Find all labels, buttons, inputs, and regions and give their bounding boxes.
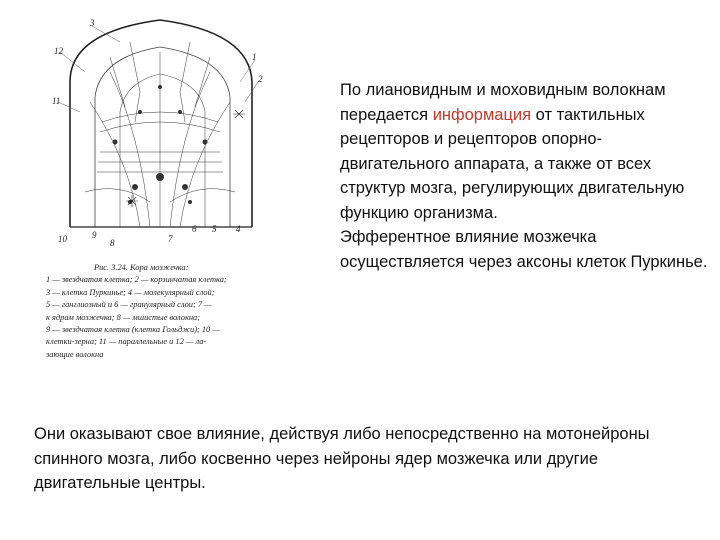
caption-line: к ядрам мозжечка; 8 — мшистые волокна; <box>46 312 201 322</box>
caption-line: 1 — звездчатая клетка; 2 — корзинчатая клетка; <box>46 275 227 285</box>
highlighted-word: информация <box>432 105 532 124</box>
bottom-paragraph: Они оказывают свое влияние, действуя либо непосредственно на мотонейроны спинного мозга, либо косвенно через нейроны ядер мозжечка или другие двигательные центры. <box>34 425 650 492</box>
figure-number-12: 12 <box>54 46 63 56</box>
afferent-paragraph <box>340 78 710 274</box>
figure-number-9: 9 <box>92 230 97 240</box>
caption-line: 9 — звездчатая клетка (клетка Гольджи); 10 — <box>46 325 220 335</box>
paragraph-text: По лиановидным и моховидным волокнам передается <box>340 81 666 124</box>
figure-number-4: 4 <box>236 224 241 234</box>
figure-number-11: 11 <box>52 96 61 106</box>
paragraph-text: от тактильных рецепторов и рецепторов опорно-двигательного аппарата, а также от всех структур мозга, регулирующих двигательную функцию организма. <box>340 105 685 222</box>
caption-line: 5 — ганглиозный и 6 — гранулярный слои; 7 — <box>46 300 212 310</box>
figure-number-7: 7 <box>168 234 173 244</box>
figure-number-1: 1 <box>252 52 257 62</box>
figure-caption <box>46 262 281 361</box>
figure-number-10: 10 <box>58 234 67 244</box>
efferent-text: Эфферентное влияние мозжечка осуществляется через аксоны клеток Пуркинье. <box>340 228 708 271</box>
figure-number-8: 8 <box>110 238 115 248</box>
caption-line: Рис. 3.24. Кора мозжечка: <box>94 263 189 272</box>
caption-line: клетки-зерна; 11 — параллельные и 12 — ла- <box>46 337 207 347</box>
figure-number-3: 3 <box>90 18 95 28</box>
figure-number-6: 6 <box>192 224 197 234</box>
cerebellum-cortex-figure <box>40 12 285 380</box>
figure-number-5: 5 <box>212 224 217 234</box>
caption-line: зающие волокна <box>46 349 104 359</box>
cerebellum-drawing <box>40 12 285 262</box>
caption-line: 3 — клетка Пуркинье; 4 — молекулярный слой; <box>46 287 215 297</box>
figure-number-2: 2 <box>258 74 263 84</box>
